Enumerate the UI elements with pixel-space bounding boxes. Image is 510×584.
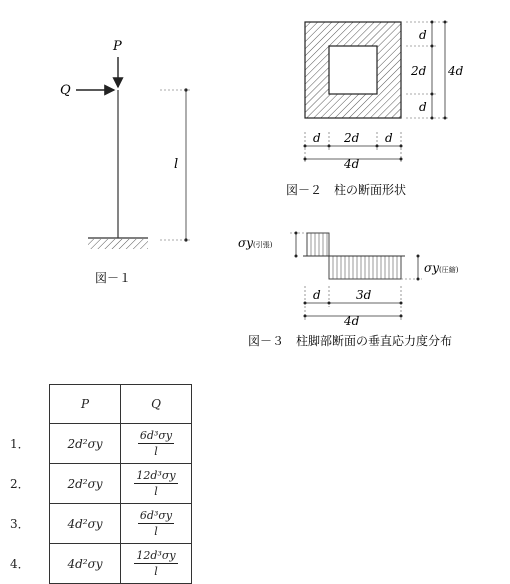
load-q-label: Q <box>60 83 71 98</box>
table-header-row <box>8 385 192 424</box>
q-value: $\frac{\text{6d³σy}}{l}$ <box>121 424 192 464</box>
length-label: l <box>174 157 179 172</box>
q-value: $\frac{\text{12d³σy}}{l}$ <box>121 544 192 584</box>
table-row[interactable] <box>8 544 192 584</box>
figure-1 <box>60 39 190 285</box>
sigma-compression-label: σy(圧縮) <box>424 261 459 275</box>
section-hollow <box>329 46 377 94</box>
fig3-dim-total: 4d <box>344 314 360 328</box>
p-value: 4d²σy <box>50 504 121 544</box>
header-p: P <box>50 385 121 424</box>
figure-2 <box>286 21 464 198</box>
choice-number: 4． <box>10 557 30 571</box>
choice-number: 3． <box>10 517 30 531</box>
dim-bottom-1: d <box>313 131 321 145</box>
figure-1-caption: 図－１ <box>95 271 132 285</box>
fig3-dim-1: d <box>313 288 321 302</box>
p-value: 2d²σy <box>50 424 121 464</box>
fig3-dim-2: 3d <box>356 288 372 302</box>
p-value: 2d²σy <box>50 464 121 504</box>
dim-bottom-total: 4d <box>344 157 360 171</box>
table-row[interactable] <box>8 504 192 544</box>
dim-right-2: 2d <box>411 64 427 78</box>
table-row[interactable] <box>8 464 192 504</box>
p-value: 4d²σy <box>50 544 121 584</box>
dim-right-total: 4d <box>448 64 464 78</box>
load-p-label: P <box>113 39 122 54</box>
table-row[interactable] <box>8 424 192 464</box>
dim-bottom-3: d <box>385 131 393 145</box>
choice-number: 2． <box>10 477 30 491</box>
q-value: $\frac{\text{12d³σy}}{l}$ <box>121 464 192 504</box>
sigma-tension-label: σy(引張) <box>238 236 273 250</box>
choice-number: 1． <box>10 437 30 451</box>
dim-bottom-2: 2d <box>344 131 360 145</box>
dim-right-3: d <box>419 100 427 114</box>
header-q: Q <box>121 385 192 424</box>
dim-right-1: d <box>419 28 427 42</box>
answer-table <box>8 384 192 584</box>
figure-2-caption: 図－２ 柱の断面形状 <box>286 183 407 197</box>
ground-hatch <box>88 239 148 249</box>
q-value: $\frac{\text{6d³σy}}{l}$ <box>121 504 192 544</box>
figure-3 <box>238 232 459 349</box>
figure-3-caption: 図－３ 柱脚部断面の垂直応力度分布 <box>248 334 453 348</box>
tension-block <box>307 233 329 256</box>
